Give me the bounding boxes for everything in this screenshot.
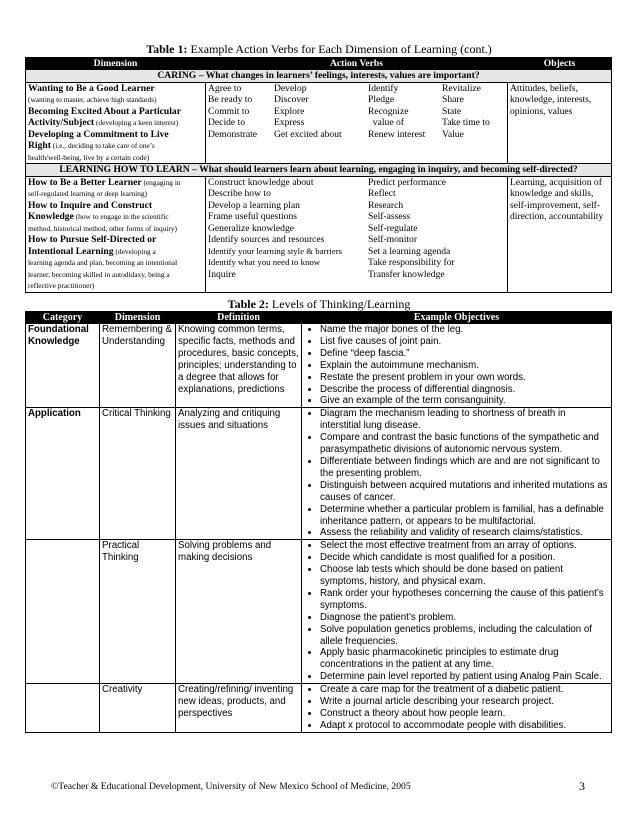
caring-verb: Value [442, 128, 464, 140]
learning-dimension-note: (how to engage in the scientific [73, 212, 169, 221]
learning-dimension-line [28, 223, 203, 235]
caring-verb: Renew interest [368, 128, 426, 140]
learning-dimension-note: learning agenda and plan, becoming an intentional [28, 258, 178, 267]
objectives-list [304, 684, 609, 732]
caring-verb: Demonstrate [208, 128, 258, 140]
definition-cell: Analyzing and critiquing issues and situations [176, 408, 302, 540]
caring-verb: State [442, 105, 462, 117]
table2-row [26, 408, 612, 540]
objective-item: • Give an example of the term consanguinity. [320, 395, 609, 407]
table2-row [26, 324, 612, 408]
learning-dimension-note: (developing a [113, 246, 156, 256]
learning-verb: Frame useful questions [208, 211, 297, 222]
objective-item: • Create a care map for the treatment of a diabetic patient. [320, 684, 609, 696]
learning-dimension-line [28, 280, 203, 292]
objective-item: • Write a journal article describing your research project. [320, 696, 609, 708]
caring-verb: Explore [274, 105, 305, 117]
learning-banner: LEARNING HOW TO LEARN – What should learners learn about learning, engaging in inquiry, and becoming self-directed? [26, 164, 612, 177]
dimension-cell: Remembering & Understanding [100, 324, 176, 408]
objective-item: • Distinguish between acquired mutations and inherited mutations as causes of cancer. [320, 480, 609, 504]
learning-verb: Generalize knowledge [208, 222, 295, 234]
table2-row [26, 684, 612, 733]
caring-dimension-line [28, 83, 203, 95]
caring-verb: Get excited about [274, 128, 342, 140]
table2-header-definition: Definition [176, 312, 302, 324]
learning-verb: Take responsibility for [368, 257, 455, 268]
objective-item: • Determine pain level reported by patient using Analog Pain Scale. [320, 671, 609, 683]
caring-dimension-note: (developing a keen interest) [94, 118, 179, 127]
objectives-list [304, 408, 609, 539]
learning-dimension-note: reflective practitioner) [28, 281, 95, 290]
caring-dimension-line [28, 140, 203, 152]
objective-item: • Solve population genetics problems, including the calculation of allele frequencies. [320, 624, 609, 648]
learning-verb: Research [368, 199, 404, 211]
learning-dimension-line [28, 234, 203, 246]
table2-row [26, 540, 612, 684]
table2-header-row [26, 312, 612, 324]
category-cell [26, 540, 100, 684]
category-cell: Foundational Knowledge [26, 324, 100, 408]
objective-item: • Diagnose the patient’s problem. [320, 612, 609, 624]
dimension-cell: Creativity [100, 684, 176, 733]
caring-banner-row [26, 70, 612, 83]
table2-header-dimension: Dimension [100, 312, 176, 324]
table2-header-objectives: Example Objectives [302, 312, 612, 324]
learning-dimension-note: method, historical method, other forms of inquiry) [28, 223, 178, 233]
caring-dimension-note: (wanting to master, achieve high standards) [28, 95, 157, 104]
table2 [25, 311, 611, 733]
objective-item: • Construct a theory about how people learn. [320, 708, 609, 720]
caring-dimension [26, 82, 206, 164]
objectives-cell [302, 324, 612, 408]
objective-item: • Explain the autoimmune mechanism. [320, 360, 609, 372]
caring-dimension-bold: Wanting to Be a Good Learner [28, 82, 155, 94]
caring-dimension-note: health/well-being, live by a certain code) [28, 152, 150, 162]
objectives-list [304, 540, 609, 683]
objective-item: • Adapt x protocol to accommodate people with disabilities. [320, 720, 609, 732]
learning-dimension-bold: Knowledge [28, 211, 74, 222]
learning-verb: Predict performance [368, 176, 447, 188]
learning-dimension-line [28, 200, 203, 212]
learning-verb: Self-monitor [368, 234, 418, 245]
objective-item: • Apply basic pharmacokinetic principles to estimate drug concentrations in the patient at any time. [320, 647, 609, 671]
learning-verb: Transfer knowledge [368, 268, 445, 280]
objectives-cell [302, 408, 612, 540]
learning-verb: Identify sources and resources [208, 234, 325, 245]
learning-row [26, 176, 612, 292]
definition-cell: Solving problems and making decisions [176, 540, 302, 684]
learning-verb: Reflect [368, 188, 396, 199]
learning-dimension-note: self-regulated learning or deep learning) [28, 189, 148, 198]
learning-dimension-line [28, 257, 203, 269]
caring-verb: Take time to [442, 117, 490, 128]
learning-dimension-line [28, 269, 203, 281]
objective-item: • Rank order your hypotheses concerning the cause of this patient’s symptoms. [320, 588, 609, 612]
caring-dimension-bold: Right [28, 140, 51, 151]
caring-verb: Identify [368, 82, 399, 94]
caring-banner: CARING – What changes in learners’ feelings, interests, values are important? [26, 70, 612, 83]
learning-dimension-bold: How to Pursue Self-Directed or [28, 234, 157, 245]
table2-title: Table 2: Levels of Thinking/Learning [227, 297, 411, 311]
learning-banner-row [26, 164, 612, 177]
objectives-cell [302, 540, 612, 684]
objective-item: • Compare and contrast the basic functions of the sympathetic and parasympathetic divisions of autonomic nervous system. [320, 432, 609, 456]
category-cell [26, 684, 100, 733]
caring-dimension-bold: Developing a Commitment to Live [28, 128, 169, 140]
caring-objects: Attitudes, beliefs, knowledge, interests, opinions, values [508, 82, 612, 164]
learning-dimension-bold: How to Be a Better Learner [28, 176, 142, 188]
page-number: 3 [579, 779, 585, 793]
table1-header-row [26, 58, 612, 70]
caring-row [26, 82, 612, 164]
caring-verb: Agree to [208, 82, 242, 94]
learning-objects: Learning, acquisition of knowledge and skills, self-improvement, self-direction, accountability [508, 176, 612, 292]
learning-verb: Describe how to [208, 188, 271, 199]
dimension-cell: Practical Thinking [100, 540, 176, 684]
objective-item: • Restate the present problem in your own words. [320, 372, 609, 384]
caring-verb: Share [442, 94, 464, 105]
learning-dimension-line [28, 246, 203, 258]
caring-verb: value of [368, 117, 404, 128]
caring-verb: Develop [274, 82, 307, 94]
table1-title: Table 1: Example Action Verbs for Each Dimension of Learning (cont.) [146, 42, 492, 56]
caring-verb: Recognize [368, 105, 409, 117]
table1-header-objects: Objects [508, 58, 612, 70]
table1-header-verbs: Action Verbs [206, 58, 508, 70]
footer-copyright: ©Teacher & Educational Development, University of New Mexico School of Medicine, 2005 [51, 781, 411, 792]
objective-item: • Select the most effective treatment from an array of options. [320, 540, 609, 552]
objective-item: • Determine whether a particular problem is familial, has a definable inheritance pattern, or appears to be multifactorial. [320, 504, 609, 528]
caring-dimension-line [28, 129, 203, 141]
caring-dimension-bold: Activity/Subject [28, 117, 95, 128]
definition-cell: Creating/refining/ inventing new ideas, products, and perspectives [176, 684, 302, 733]
learning-verb: Identify your learning style & barriers [208, 245, 343, 256]
learning-dimension-note: learner, becoming skilled in autodidaxy, being a [28, 269, 170, 279]
learning-verbs [206, 176, 508, 292]
caring-verb: Commit to [208, 105, 250, 117]
caring-verb: Revitalize [442, 82, 481, 94]
objective-item: • Assess the reliability and validity of research claims/statistics. [320, 527, 609, 539]
objectives-list [304, 324, 609, 407]
objective-item: • Decide which candidate is most qualified for a position. [320, 552, 609, 564]
caring-dimension-note: (i.e., deciding to take care of one’s [50, 141, 155, 150]
caring-verb: Be ready to [208, 94, 253, 105]
learning-verb: Set a learning agenda [368, 245, 451, 257]
learning-dimension-note: (engaging in [141, 177, 181, 187]
caring-verb: Discover [274, 94, 309, 105]
caring-dimension-line [28, 152, 203, 164]
caring-verbs [206, 82, 508, 164]
table1-header-dimension: Dimension [26, 58, 206, 70]
dimension-cell: Critical Thinking [100, 408, 176, 540]
learning-verb: Self-regulate [368, 222, 418, 234]
learning-verb: Develop a learning plan [208, 199, 300, 211]
learning-verb: Construct knowledge about [208, 176, 314, 188]
caring-verb: Express [274, 117, 305, 128]
category-cell: Application [26, 408, 100, 540]
learning-dimension-line [28, 188, 203, 200]
learning-verb: Inquire [208, 268, 236, 280]
caring-dimension-line [28, 94, 203, 106]
learning-dimension-line [28, 211, 203, 223]
learning-dimension-bold: How to Inquire and Construct [28, 199, 153, 211]
learning-verb: Identify what you need to know [208, 257, 321, 267]
learning-dimension-line [28, 177, 203, 189]
objective-item: • Describe the process of differential diagnosis. [320, 384, 609, 396]
caring-dimension-line [28, 106, 203, 118]
learning-dimension-bold: Intentional Learning [28, 245, 114, 257]
learning-dimension [26, 176, 206, 292]
objective-item: • Diagram the mechanism leading to shortness of breath in interstitial lung disease. [320, 408, 609, 432]
table1 [25, 57, 611, 293]
objective-item: • Define “deep fascia.” [320, 348, 609, 360]
learning-verb: Self-assess [368, 211, 411, 222]
table2-header-category: Category [26, 312, 100, 324]
caring-verb: Pledge [368, 94, 395, 105]
objective-item: • Differentiate between findings which are and are not significant to the presenting problem. [320, 456, 609, 480]
objective-item: • Name the major bones of the leg. [320, 324, 609, 336]
objectives-cell [302, 684, 612, 733]
caring-dimension-bold: Becoming Excited About a Particular [28, 105, 181, 117]
caring-dimension-line [28, 117, 203, 129]
objective-item: • Choose lab tests which should be done based on patient symptoms, history, and physical exam. [320, 564, 609, 588]
objective-item: • List five causes of joint pain. [320, 336, 609, 348]
caring-verb: Decide to [208, 117, 246, 128]
definition-cell: Knowing common terms, specific facts, methods and procedures, basic concepts, principles; understanding to a degree that allows for explanations, predictions [176, 324, 302, 408]
